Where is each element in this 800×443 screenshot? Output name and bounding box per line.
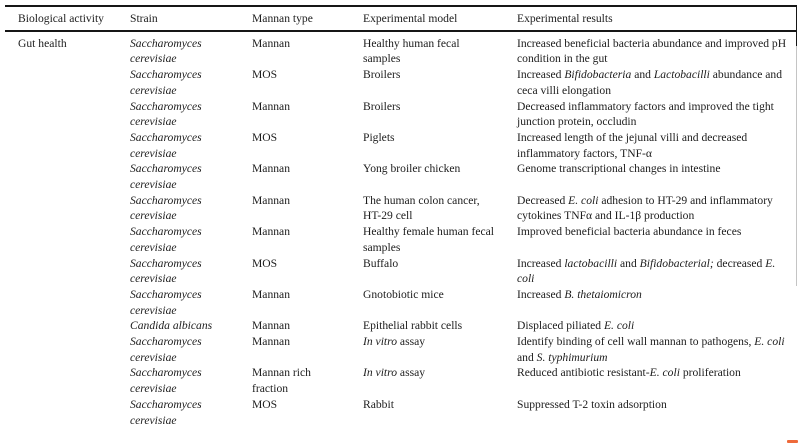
cell-mannan-type: Mannan [252, 99, 290, 113]
cell-activity [5, 99, 117, 130]
cell-strain: Saccharomyces cerevisiae [130, 366, 202, 396]
cell-strain: Saccharomyces cerevisiae [130, 256, 202, 286]
table-row [5, 67, 797, 98]
cell-activity [5, 193, 117, 224]
col-header-experimental-results: Experimental results [504, 6, 797, 31]
cell-strain: Saccharomyces cerevisiae [130, 99, 202, 129]
cell-strain: Candida albicans [130, 319, 213, 333]
table-header-row [5, 6, 797, 31]
cell-activity [5, 161, 117, 192]
cell-model: Broilers [363, 68, 401, 82]
right-edge-line-light [796, 46, 797, 286]
table-row [5, 161, 797, 192]
cell-model: Piglets [363, 130, 395, 144]
table-row [5, 365, 797, 396]
cell-activity [5, 287, 117, 318]
cell-model: Healthy human fecal samples [363, 36, 460, 66]
cell-model: In vitro assay [363, 366, 426, 380]
cell-mannan-type: MOS [252, 130, 278, 144]
cell-results: Displaced piliated E. coli [517, 319, 635, 333]
cell-strain: Saccharomyces cerevisiae [130, 397, 202, 427]
cell-strain: Saccharomyces cerevisiae [130, 36, 202, 66]
cell-mannan-type: Mannan [252, 193, 290, 207]
cell-model: Rabbit [363, 397, 394, 411]
table-row [5, 318, 797, 334]
col-header-experimental-model: Experimental model [350, 6, 504, 31]
biological-activity-table [5, 5, 797, 428]
cell-mannan-type: Mannan [252, 287, 290, 301]
cell-strain: Saccharomyces cerevisiae [130, 68, 202, 97]
cell-results: Improved beneficial bacteria abundance in feces [517, 225, 742, 239]
cell-mannan-type: MOS [252, 68, 278, 82]
cell-strain: Saccharomyces cerevisiae [130, 287, 202, 317]
cell-mannan-type: MOS [252, 397, 278, 411]
table-header [5, 6, 797, 31]
cell-activity [5, 67, 117, 98]
cell-results: Increased length of the jejunal villi and decreased inflammatory factors, TNF-α [517, 130, 748, 160]
table-row [5, 31, 797, 67]
col-header-mannan-type: Mannan type [239, 6, 350, 31]
cell-results: Identify binding of cell wall mannan to pathogens, E. coli and S. typhimurium [517, 335, 785, 364]
cell-model: Healthy female human fecal samples [363, 225, 495, 254]
cell-mannan-type: Mannan [252, 319, 290, 333]
cell-results: Increased B. thetaiomicron [517, 287, 642, 301]
cell-mannan-type: MOS [252, 256, 278, 270]
cell-mannan-type: Mannan [252, 335, 290, 349]
table-row [5, 224, 797, 255]
cell-mannan-type: Mannan [252, 225, 290, 239]
cell-results: Decreased E. coli adhesion to HT-29 and inflammatory cytokines TNFα and IL-1β production [517, 193, 773, 223]
right-edge-line-dark [796, 5, 797, 46]
cell-strain: Saccharomyces cerevisiae [130, 335, 202, 364]
table-row [5, 256, 797, 287]
table-row [5, 99, 797, 130]
cell-results: Increased Bifidobacteria and Lactobacilli abundance and ceca villi elongation [517, 68, 782, 97]
cell-strain: Saccharomyces cerevisiae [130, 193, 202, 223]
cell-model: Broilers [363, 99, 401, 113]
cell-results: Decreased inflammatory factors and improved the tight junction protein, occludin [517, 99, 774, 129]
cell-activity [5, 224, 117, 255]
table-row [5, 334, 797, 365]
table-row [5, 287, 797, 318]
cell-mannan-type: Mannan [252, 36, 290, 50]
cell-results: Increased lactobacilli and Bifidobacterial; decreased E. coli [517, 256, 776, 286]
cell-results: Increased beneficial bacteria abundance and improved pH condition in the gut [517, 36, 787, 66]
cell-mannan-type: Mannan rich fraction [252, 366, 311, 396]
cell-activity [5, 130, 117, 161]
table-body [5, 31, 797, 429]
cell-results: Suppressed T-2 toxin adsorption [517, 397, 667, 411]
cell-model: Yong broiler chicken [363, 162, 461, 176]
cell-activity: Gut health [18, 36, 67, 50]
table-row [5, 397, 797, 428]
cell-model: Buffalo [363, 256, 399, 270]
cell-activity [5, 397, 117, 428]
table-row [5, 193, 797, 224]
cell-model: Gnotobiotic mice [363, 287, 444, 301]
cell-mannan-type: Mannan [252, 162, 290, 176]
cell-results: Reduced antibiotic resistant-E. coli proliferation [517, 366, 741, 380]
cell-activity [5, 318, 117, 334]
cell-strain: Saccharomyces cerevisiae [130, 225, 202, 254]
cell-activity [5, 256, 117, 287]
col-header-strain: Strain [117, 6, 239, 31]
cell-results: Genome transcriptional changes in intestine [517, 162, 721, 176]
cell-strain: Saccharomyces cerevisiae [130, 162, 202, 192]
table-row [5, 130, 797, 161]
cell-activity [5, 365, 117, 396]
cell-activity [5, 334, 117, 365]
cell-model: Epithelial rabbit cells [363, 319, 463, 333]
cell-strain: Saccharomyces cerevisiae [130, 130, 202, 160]
cell-model: In vitro assay [363, 335, 426, 349]
col-header-biological-activity: Biological activity [5, 6, 117, 31]
cell-model: The human colon cancer, HT-29 cell [363, 193, 480, 223]
